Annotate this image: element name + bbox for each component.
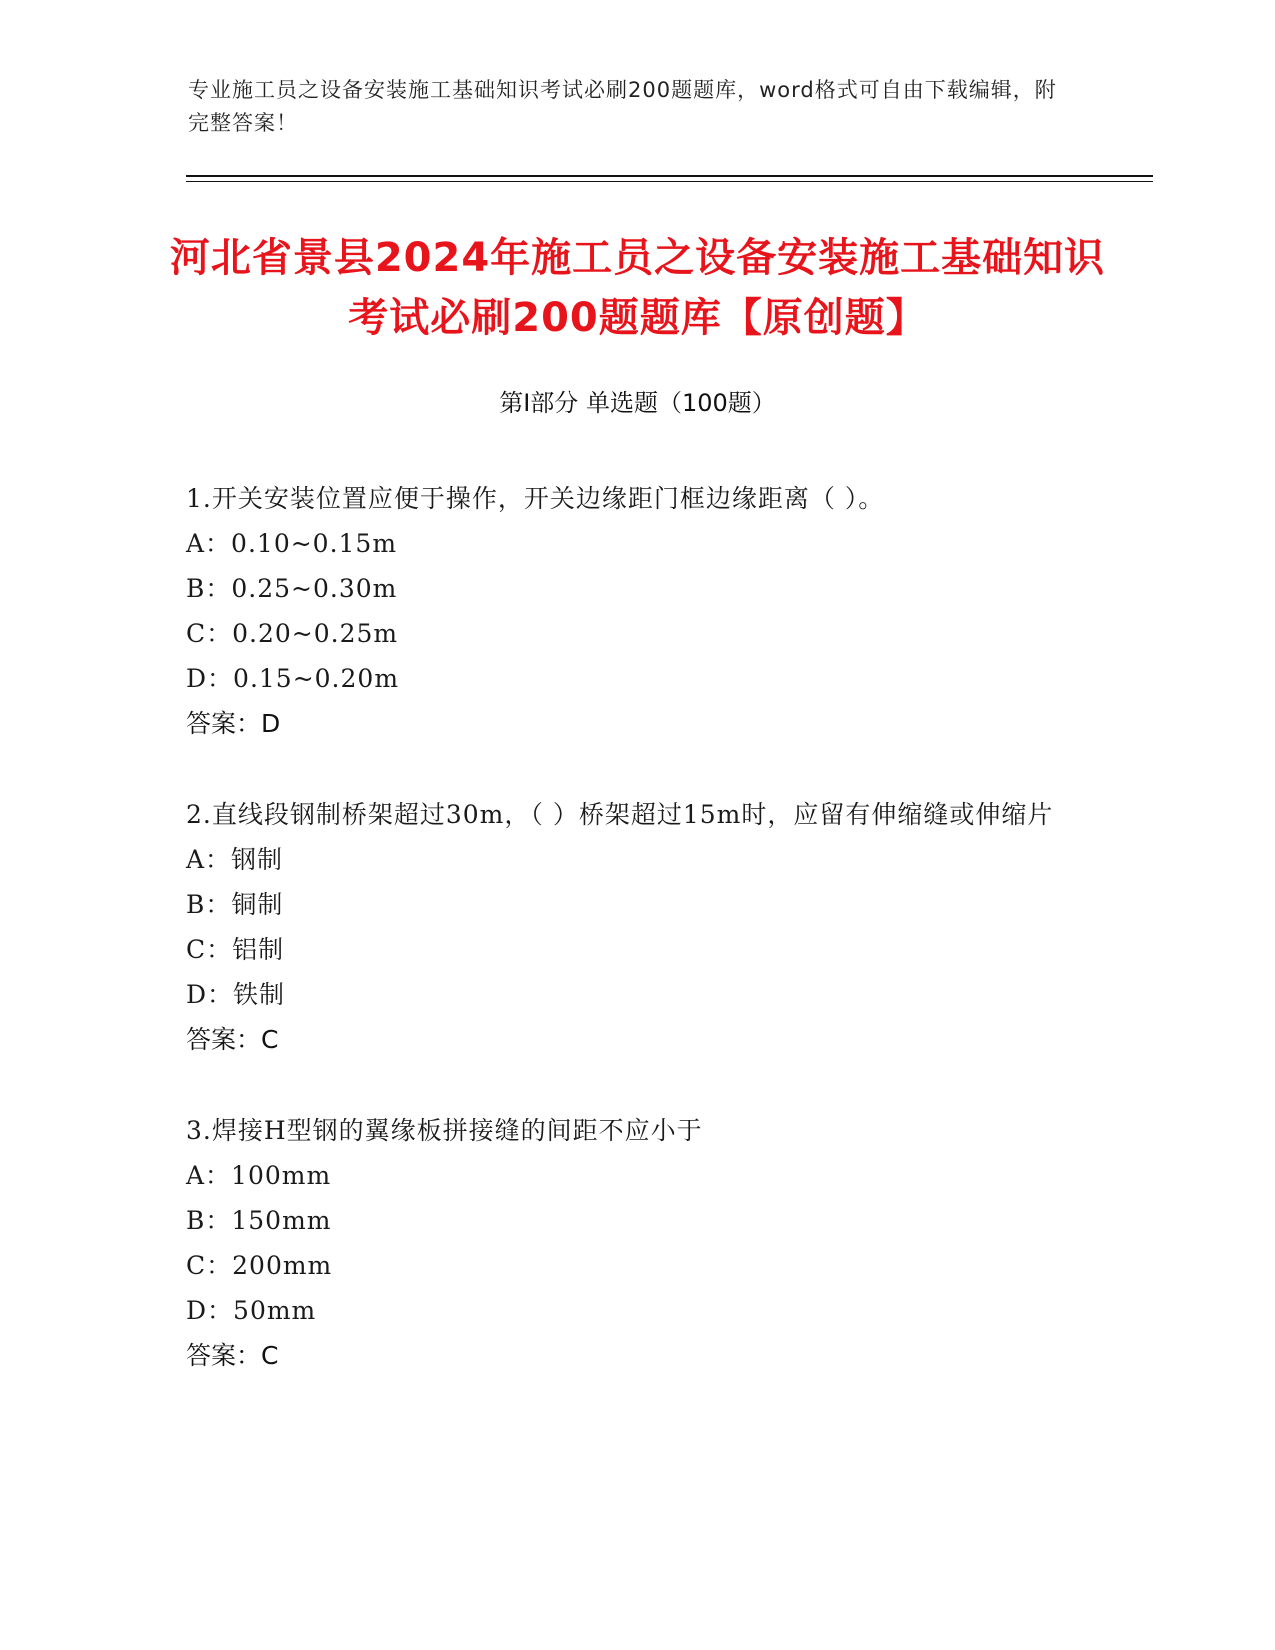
answer: 答案：C (186, 1341, 279, 1370)
option-a: A：0.10~0.15m (186, 529, 398, 558)
answer: 答案：C (186, 1025, 279, 1054)
question-3 (186, 1108, 1086, 1378)
header-note: 专业施工员之设备安装施工基础知识考试必刷200题题库，word格式可自由下载编辑，附完整答案！ (188, 78, 1057, 135)
question-stem: 3.焊接H型钢的翼缘板拼接缝的间距不应小于 (186, 1116, 703, 1145)
option-d: D：0.15~0.20m (186, 664, 400, 693)
option-b: B：150mm (186, 1206, 332, 1235)
option-c: C：铝制 (186, 935, 285, 964)
question-list (186, 476, 1086, 1424)
question-2 (186, 792, 1086, 1062)
option-a: A：钢制 (186, 845, 284, 874)
question-stem: 2.直线段钢制桥架超过30m，（ ）桥架超过15m时，应留有伸缩缝或伸缩片 (186, 800, 1054, 829)
question-stem: 1.开关安装位置应便于操作，开关边缘距门框边缘距离（ ）。 (186, 484, 885, 513)
header-rule-thin (186, 181, 1153, 182)
option-c: C：0.20~0.25m (186, 619, 399, 648)
question-1 (186, 476, 1086, 746)
option-c: C：200mm (186, 1251, 333, 1280)
option-d: D：铁制 (186, 980, 286, 1009)
document-title: 河北省景县2024年施工员之设备安装施工基础知识考试必刷200题题库【原创题】 (169, 235, 1106, 341)
section-title: 第Ⅰ部分 单选题（100题） (499, 389, 776, 417)
header-rule-thick (186, 175, 1153, 177)
option-a: A：100mm (186, 1161, 332, 1190)
option-b: B：铜制 (186, 890, 284, 919)
option-d: D：50mm (186, 1296, 317, 1325)
option-b: B：0.25~0.30m (186, 574, 398, 603)
answer: 答案：D (186, 709, 281, 738)
